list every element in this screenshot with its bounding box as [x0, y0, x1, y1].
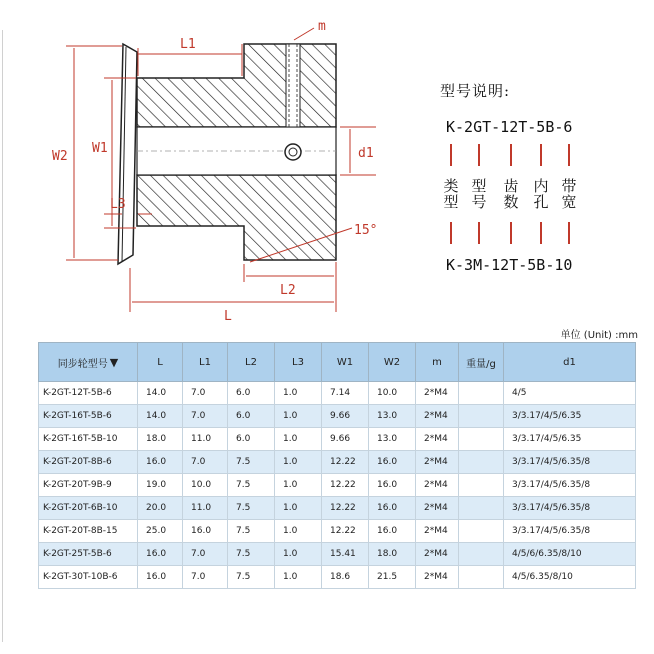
- table-cell: 21.5: [369, 566, 416, 589]
- table-cell: 4/5/6/6.35/8/10: [504, 543, 636, 566]
- table-row: [39, 405, 636, 428]
- table-row: [39, 382, 636, 405]
- col-header-weight: 重量/g: [459, 343, 504, 382]
- table-cell: 2*M4: [416, 520, 459, 543]
- unit-label: 单位 (Unit) :mm: [560, 330, 638, 341]
- table-cell: K-2GT-20T-6B-10: [39, 497, 138, 520]
- table-cell: 7.5: [228, 497, 275, 520]
- dim-m: [294, 19, 326, 40]
- label-L3: L3: [110, 197, 126, 212]
- table-cell: 7.5: [228, 543, 275, 566]
- table-cell: 7.0: [183, 405, 228, 428]
- table-cell: 1.0: [275, 474, 322, 497]
- legend-bar: [478, 144, 480, 166]
- col-header-d1: d1: [504, 343, 636, 382]
- table-cell: 16.0: [369, 497, 416, 520]
- legend-part-type: 类 型: [443, 177, 459, 211]
- table-cell: 1.0: [275, 405, 322, 428]
- table-cell: [459, 543, 504, 566]
- legend-part-width: 带 宽: [561, 177, 577, 211]
- table-cell: [459, 520, 504, 543]
- table-cell: K-2GT-16T-5B-6: [39, 405, 138, 428]
- table-cell: 2*M4: [416, 497, 459, 520]
- legend-part-model: 型 号: [471, 177, 487, 211]
- table-cell: [459, 428, 504, 451]
- col-header-L1: L1: [183, 343, 228, 382]
- table-cell: 6.0: [228, 382, 275, 405]
- legend-bar: [450, 144, 452, 166]
- table-cell: 16.0: [138, 566, 183, 589]
- table-cell: 4/5/6.35/8/10: [504, 566, 636, 589]
- table-cell: 3/3.17/4/5/6.35: [504, 405, 636, 428]
- table-cell: 12.22: [322, 497, 369, 520]
- legend-bar: [478, 222, 480, 244]
- label-W1: W1: [92, 141, 108, 156]
- table-cell: [459, 474, 504, 497]
- table-cell: 2*M4: [416, 474, 459, 497]
- col-header-W2: W2: [369, 343, 416, 382]
- table-cell: 3/3.17/4/5/6.35: [504, 428, 636, 451]
- table-cell: 10.0: [183, 474, 228, 497]
- table-cell: [459, 497, 504, 520]
- example-code-top: K-2GT-12T-5B-6: [446, 118, 573, 136]
- table-cell: 7.0: [183, 451, 228, 474]
- table-cell: 20.0: [138, 497, 183, 520]
- col-header-L: L: [138, 343, 183, 382]
- table-cell: 1.0: [275, 543, 322, 566]
- table-cell: 11.0: [183, 497, 228, 520]
- table-cell: 10.0: [369, 382, 416, 405]
- table-cell: 13.0: [369, 405, 416, 428]
- sort-down-icon[interactable]: ▼: [109, 355, 119, 369]
- spec-table: [38, 342, 636, 589]
- set-screw-hole: [286, 44, 300, 127]
- table-cell: K-2GT-20T-9B-9: [39, 474, 138, 497]
- dim-L2: [244, 262, 336, 312]
- table-cell: K-2GT-30T-10B-6: [39, 566, 138, 589]
- table-cell: 1.0: [275, 497, 322, 520]
- table-cell: 1.0: [275, 566, 322, 589]
- table-cell: 7.0: [183, 543, 228, 566]
- table-cell: 7.5: [228, 520, 275, 543]
- table-cell: 2*M4: [416, 405, 459, 428]
- label-angle: 15°: [354, 223, 378, 238]
- table-cell: [459, 566, 504, 589]
- table-cell: 16.0: [369, 474, 416, 497]
- legend-title: 型号说明:: [440, 82, 511, 100]
- table-row: [39, 543, 636, 566]
- table-cell: 18.6: [322, 566, 369, 589]
- table-cell: [459, 382, 504, 405]
- table-cell: 11.0: [183, 428, 228, 451]
- table-cell: 12.22: [322, 474, 369, 497]
- legend-bar: [510, 144, 512, 166]
- table-cell: 12.22: [322, 451, 369, 474]
- col-header-L3: L3: [275, 343, 322, 382]
- dim-L1: [138, 37, 242, 76]
- table-cell: K-2GT-12T-5B-6: [39, 382, 138, 405]
- table-cell: 15.41: [322, 543, 369, 566]
- table-cell: 13.0: [369, 428, 416, 451]
- table-cell: 16.0: [369, 520, 416, 543]
- table-cell: 3/3.17/4/5/6.35/8: [504, 520, 636, 543]
- table-row: [39, 520, 636, 543]
- table-cell: 7.5: [228, 474, 275, 497]
- col-header-m: m: [416, 343, 459, 382]
- table-row: [39, 428, 636, 451]
- label-L1: L1: [180, 37, 196, 52]
- table-cell: 3/3.17/4/5/6.35/8: [504, 451, 636, 474]
- label-d1: d1: [358, 146, 374, 161]
- table-cell: 1.0: [275, 451, 322, 474]
- table-cell: K-2GT-20T-8B-6: [39, 451, 138, 474]
- table-cell: 7.5: [228, 566, 275, 589]
- label-W2: W2: [52, 149, 68, 164]
- table-header-row: [39, 343, 636, 382]
- table-cell: 3/3.17/4/5/6.35/8: [504, 497, 636, 520]
- table-cell: 14.0: [138, 405, 183, 428]
- table-cell: 2*M4: [416, 428, 459, 451]
- legend-bar: [568, 144, 570, 166]
- table-cell: 1.0: [275, 382, 322, 405]
- legend-bar: [510, 222, 512, 244]
- table-cell: 18.0: [369, 543, 416, 566]
- table-cell: K-2GT-16T-5B-10: [39, 428, 138, 451]
- table-cell: 3/3.17/4/5/6.35/8: [504, 474, 636, 497]
- table-cell: 2*M4: [416, 451, 459, 474]
- table-cell: 16.0: [138, 543, 183, 566]
- dim-d1: [340, 127, 376, 175]
- table-cell: 12.22: [322, 520, 369, 543]
- table-cell: 4/5: [504, 382, 636, 405]
- label-L2: L2: [280, 283, 296, 298]
- legend-part-teeth: 齿 数: [503, 177, 519, 211]
- table-cell: 16.0: [369, 451, 416, 474]
- table-cell: 18.0: [138, 428, 183, 451]
- table-row: [39, 451, 636, 474]
- table-cell: 2*M4: [416, 382, 459, 405]
- table-cell: 7.0: [183, 382, 228, 405]
- table-cell: 7.14: [322, 382, 369, 405]
- table-row: [39, 474, 636, 497]
- table-row: [39, 497, 636, 520]
- col-header-L2: L2: [228, 343, 275, 382]
- col-header-model[interactable]: 同步轮型号 ▼: [39, 343, 138, 382]
- upper-section: [137, 44, 336, 127]
- lower-section: [137, 175, 336, 260]
- table-cell: 2*M4: [416, 566, 459, 589]
- model-legend: [440, 80, 640, 274]
- table-cell: 6.0: [228, 405, 275, 428]
- legend-part-bore: 内 孔: [533, 177, 549, 211]
- table-cell: 19.0: [138, 474, 183, 497]
- flange-shape: [118, 44, 137, 264]
- table-cell: [459, 405, 504, 428]
- legend-bar: [540, 222, 542, 244]
- legend-bar: [450, 222, 452, 244]
- table-row: [39, 566, 636, 589]
- table-cell: 9.66: [322, 405, 369, 428]
- table-cell: 7.5: [228, 451, 275, 474]
- label-L: L: [224, 309, 232, 324]
- table-cell: 25.0: [138, 520, 183, 543]
- table-body: [39, 382, 636, 589]
- table-cell: 16.0: [183, 520, 228, 543]
- legend-bar: [540, 144, 542, 166]
- table-cell: 1.0: [275, 428, 322, 451]
- table-cell: K-2GT-20T-8B-15: [39, 520, 138, 543]
- table-cell: 14.0: [138, 382, 183, 405]
- legend-bar: [568, 222, 570, 244]
- table-cell: 2*M4: [416, 543, 459, 566]
- table-cell: K-2GT-25T-5B-6: [39, 543, 138, 566]
- col-header-W1: W1: [322, 343, 369, 382]
- label-m: m: [318, 19, 326, 34]
- table-cell: 6.0: [228, 428, 275, 451]
- example-code-bottom: K-3M-12T-5B-10: [446, 256, 573, 274]
- table-cell: 16.0: [138, 451, 183, 474]
- table-cell: 7.0: [183, 566, 228, 589]
- table-cell: [459, 451, 504, 474]
- table-cell: 9.66: [322, 428, 369, 451]
- table-cell: 1.0: [275, 520, 322, 543]
